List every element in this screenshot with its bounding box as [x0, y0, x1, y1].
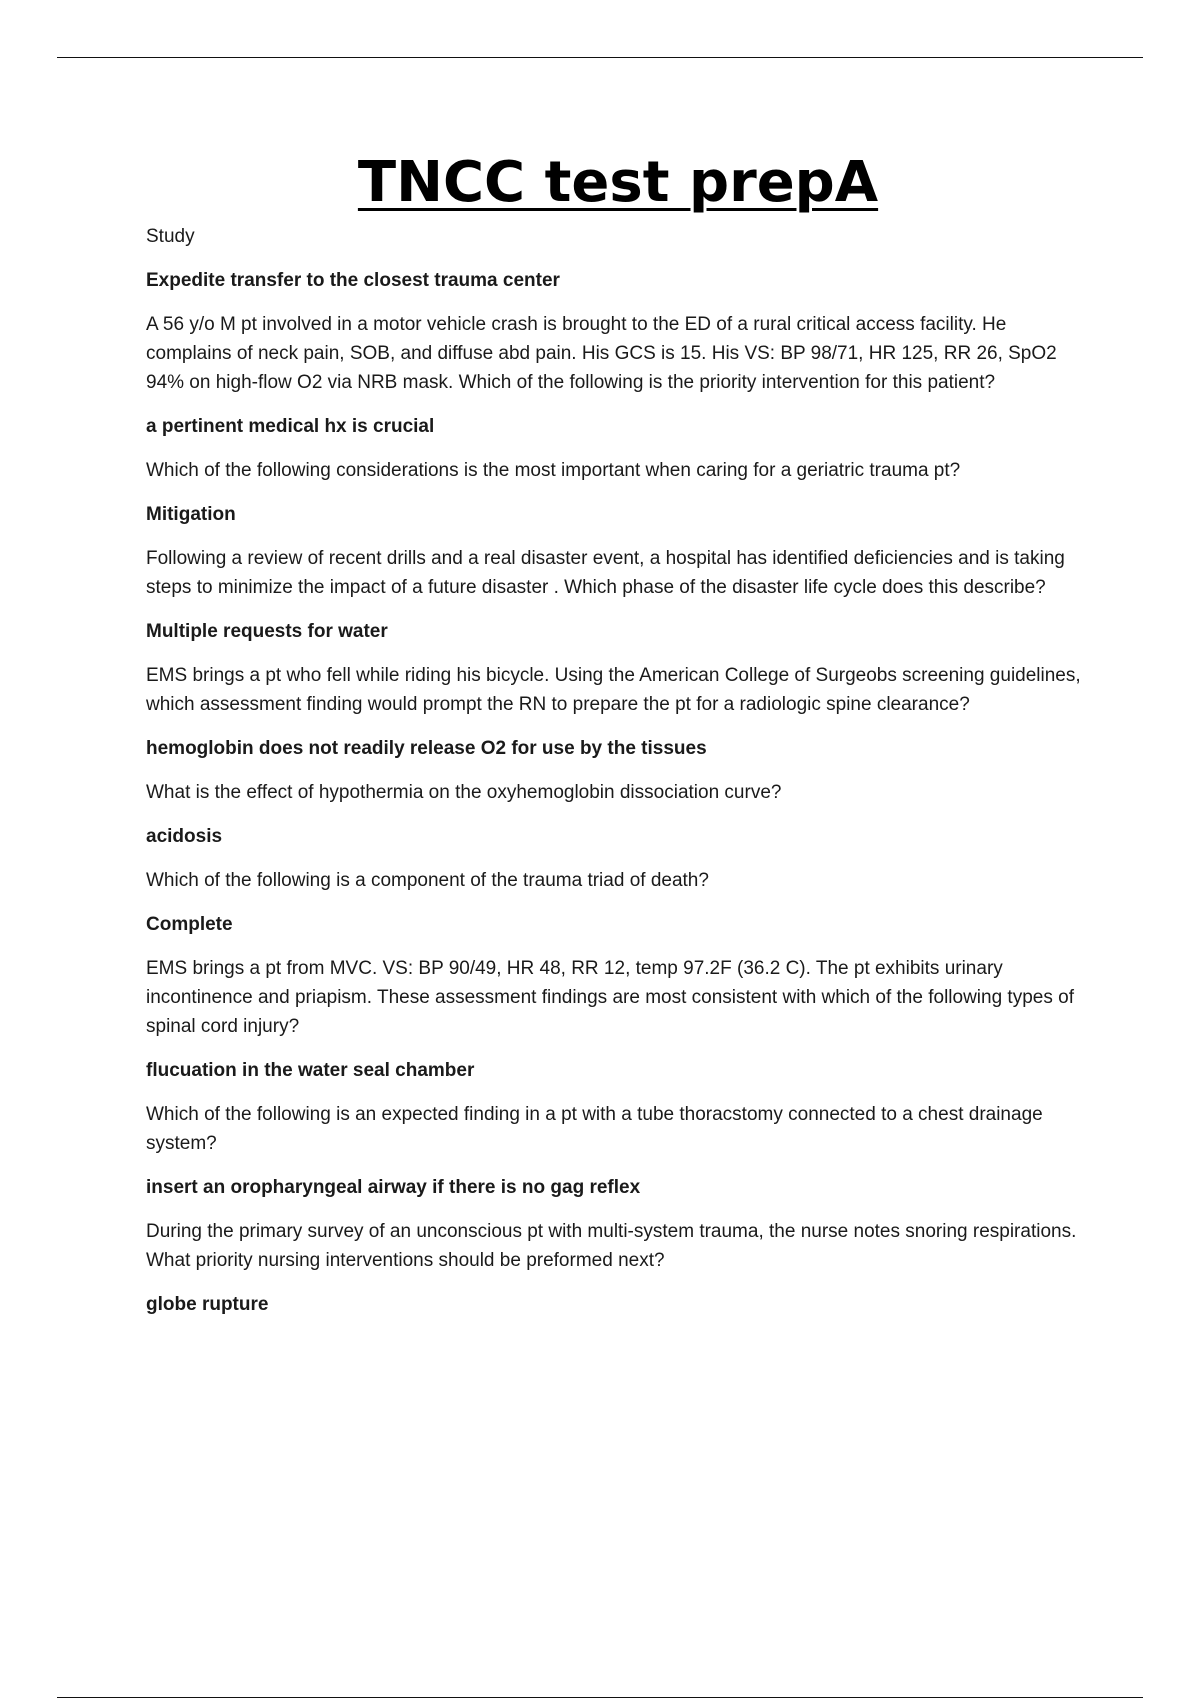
flashcard-answer: Multiple requests for water: [146, 621, 388, 642]
flashcard-item: [146, 617, 1092, 719]
flashcard-answer: Complete: [146, 914, 233, 935]
flashcard-item: [146, 734, 1092, 807]
flashcard-item: [146, 266, 1092, 397]
flashcard-answer: flucuation in the water seal chamber: [146, 1060, 475, 1081]
flashcard-answer: Mitigation: [146, 504, 236, 525]
footer-rule: [57, 1697, 1143, 1698]
flashcard-answer: a pertinent medical hx is crucial: [146, 416, 435, 437]
flashcard-answer: globe rupture: [146, 1294, 269, 1315]
flashcard-question: Which of the following considerations is the most important when caring for a geriatric trauma pt?: [146, 460, 961, 481]
flashcard-question: What is the effect of hypothermia on the oxyhemoglobin dissociation curve?: [146, 782, 782, 803]
flashcard-question: EMS brings a pt who fell while riding his bicycle. Using the American College of Surgeobs screening guidelines, which assessment finding would prompt the RN to prepare the pt for a radiologic spine clearance?: [146, 665, 1081, 715]
flashcard-item: [146, 1290, 1092, 1319]
flashcard-item: [146, 1056, 1092, 1158]
flashcard-question: Which of the following is an expected finding in a pt with a tube thoracstomy connected to a chest drainage system?: [146, 1104, 1043, 1154]
flashcard-answer: acidosis: [146, 826, 223, 847]
flashcard-answer: Expedite transfer to the closest trauma center: [146, 270, 560, 291]
flashcard-answer: insert an oropharyngeal airway if there is no gag reflex: [146, 1177, 641, 1198]
flashcard-question: During the primary survey of an unconscious pt with multi-system trauma, the nurse notes snoring respirations. What priority nursing interventions should be preformed next?: [146, 1221, 1077, 1271]
flashcard-question: Which of the following is a component of the trauma triad of death?: [146, 870, 709, 891]
flashcard-item: [146, 910, 1092, 1041]
flashcard-item: [146, 500, 1092, 602]
flashcard-question: EMS brings a pt from MVC. VS: BP 90/49, HR 48, RR 12, temp 97.2F (36.2 C). The pt exhibits urinary incontinence and priapism. These assessment findings are most consistent with which of the following types of spinal cord injury?: [146, 958, 1074, 1037]
flashcard-item: [146, 822, 1092, 895]
flashcard-item: [146, 1173, 1092, 1275]
flashcard-question: Following a review of recent drills and a real disaster event, a hospital has identified deficiencies and is taking steps to minimize the impact of a future disaster . Which phase of the disaster life cycle does this describe?: [146, 548, 1065, 598]
document-title: TNCC test prepA: [357, 150, 879, 215]
document-body: [146, 222, 1092, 1334]
document-subtitle: Study: [146, 226, 195, 247]
flashcard-answer: hemoglobin does not readily release O2 for use by the tissues: [146, 738, 707, 759]
flashcard-list: [146, 266, 1092, 1319]
flashcard-question: A 56 y/o M pt involved in a motor vehicle crash is brought to the ED of a rural critical access facility. He complains of neck pain, SOB, and diffuse abd pain. His GCS is 15. His VS: BP 98/71, HR 125, RR 26, SpO2 94% on high-flow O2 via NRB mask. Which of the following is the priority intervention for this patient?: [146, 314, 1057, 393]
flashcard-item: [146, 412, 1092, 485]
header-rule: [57, 57, 1143, 58]
